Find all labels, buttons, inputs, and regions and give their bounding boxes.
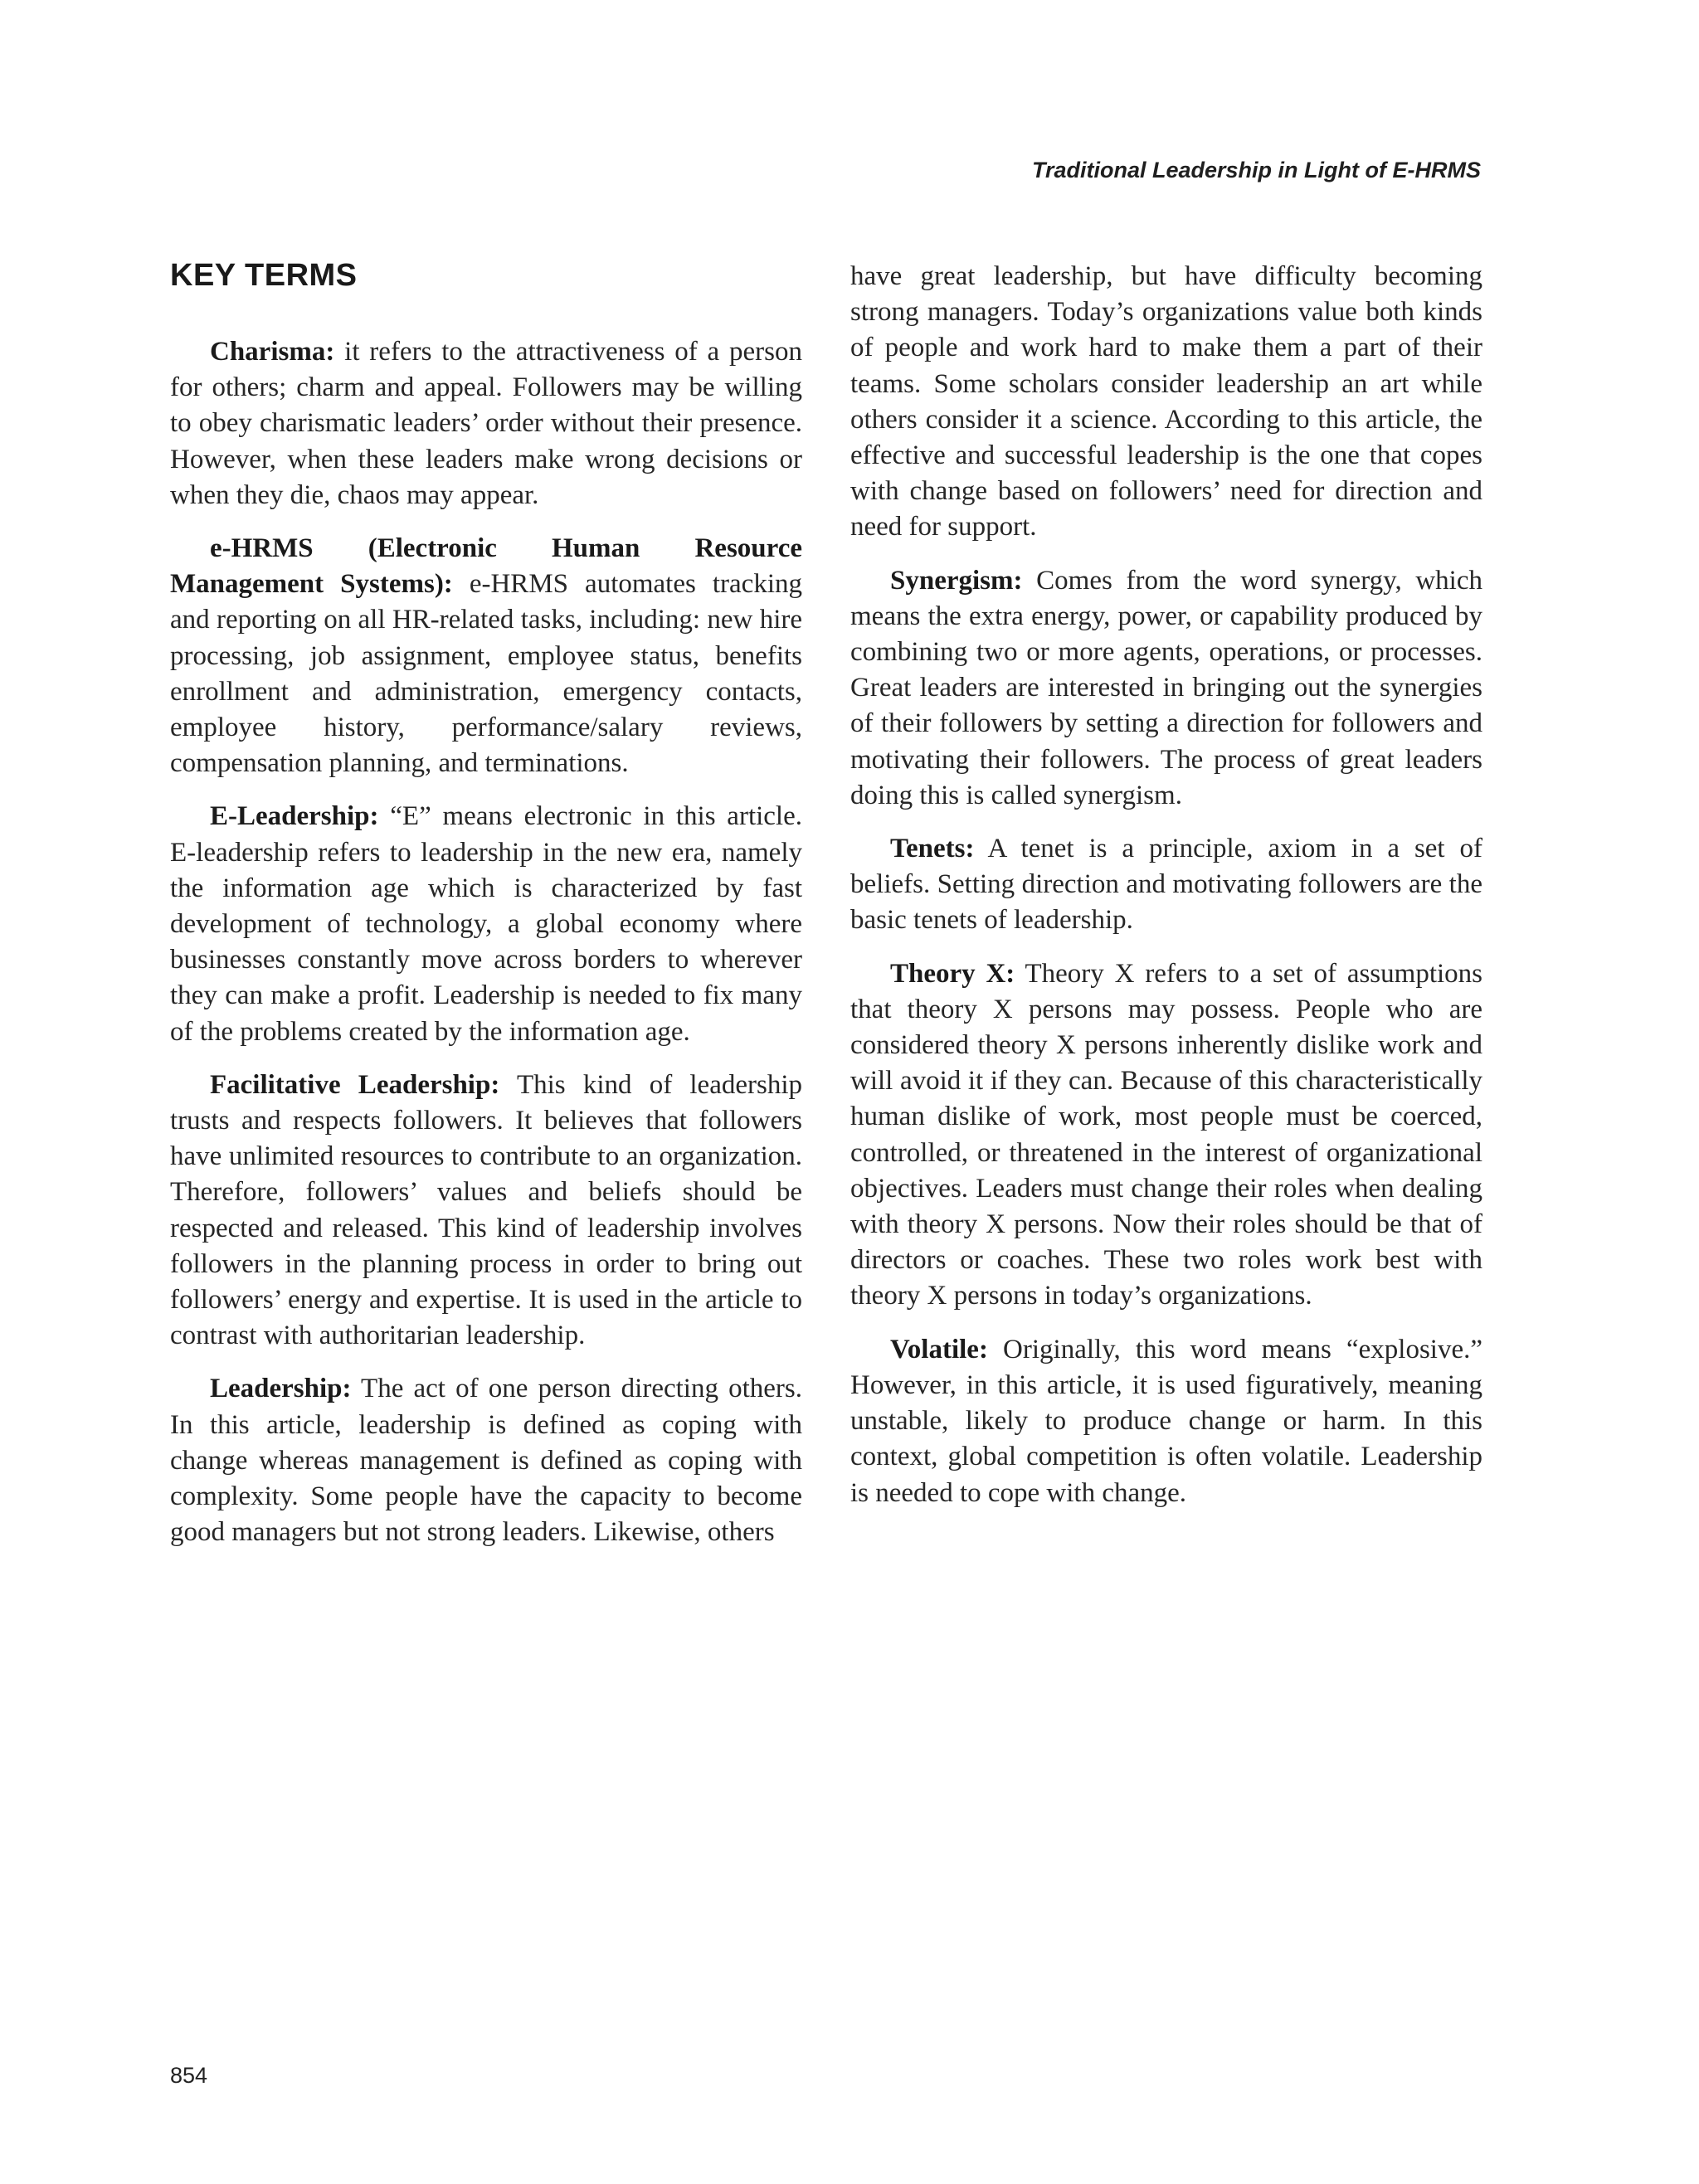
term-definition: e-HRMS automates tracking and reporting on all HR-related tasks, including: new hire processing, job assignment, employee status, benefits enrollment and administration, emergency contacts, employee history, performance/salary reviews, compensation planning, and terminations. (170, 569, 802, 779)
right-column (850, 259, 1482, 1529)
left-column (170, 255, 802, 1569)
term-entry-charisma (170, 334, 802, 513)
term-entry-ehrms (170, 531, 802, 781)
term-entry-synergism (850, 563, 1482, 814)
term-definition: A tenet is a principle, axiom in a set of beliefs. Setting direction and motivating followers are the basic tenets of leadership. (850, 834, 1482, 936)
term-name: Facilitative Leadership: (210, 1069, 500, 1100)
term-name: Theory X: (890, 958, 1015, 989)
term-definition: “E” means electronic in this article. E-leadership refers to leadership in the new era, namely the information age which is characterized by fast development of technology, a global economy where businesses constantly move across borders to wherever they can make a profit. Leadership is needed to fix many of the problems created by the information age. (170, 801, 802, 1047)
term-name: E-Leadership: (210, 801, 379, 832)
term-name: Leadership: (210, 1374, 352, 1404)
term-definition: The act of one person directing others. In this article, leadership is defined as coping with change whereas management is defined as coping with complexity. Some people have the capacity to become good managers but not strong leaders. Likewise, others (170, 1374, 802, 1548)
term-name: Charisma: (210, 337, 335, 367)
term-definition: Comes from the word synergy, which means the extra energy, power, or capability produced by combining two or more agents, operations, or processes. Great leaders are interested in bringing out the synergies of their followers by setting a direction for followers and motivating their followers. The process of great leaders doing this is called synergism. (850, 565, 1482, 810)
section-heading: KEY TERMS (170, 258, 358, 293)
term-entry-tenets (850, 831, 1482, 939)
term-name: Tenets: (890, 834, 975, 864)
term-definition: This kind of leadership trusts and respects followers. It believes that followers have unlimited resources to contribute to an organization. Therefore, followers’ values and beliefs should be respected and released. This kind of leadership involves followers in the planning process in order to bring out followers’ energy and expertise. It is used in the article to contrast with authoritarian leadership. (170, 1069, 802, 1351)
term-definition: have great leadership, but have difficulty becoming strong managers. Today’s organizations value both kinds of people and work hard to make them a part of their teams. Some scholars consider leadership an art while others consider it a science. According to this article, the effective and successful leadership is the one that copes with change based on followers’ need for direction and need for support. (850, 261, 1482, 542)
term-entry-facilitative-leadership (170, 1068, 802, 1355)
running-header: Traditional Leadership in Light of E-HRMS (1031, 158, 1481, 182)
term-entry-e-leadership (170, 799, 802, 1049)
term-entry-leadership (170, 1371, 802, 1550)
term-name: e-HRMS (Electronic Human Resource Management Systems): (170, 533, 802, 600)
term-entry-volatile (850, 1332, 1482, 1511)
term-name: Volatile: (890, 1334, 988, 1364)
term-definition: it refers to the attractiveness of a person for others; charm and appeal. Followers may be willing to obey charismatic leaders’ order without their presence. However, when these leaders make wrong decisions or when they die, chaos may appear. (170, 337, 802, 510)
term-name: Synergism: (890, 565, 1023, 596)
term-definition: Theory X refers to a set of assumptions that theory X persons may possess. People who are considered theory X persons inherently dislike work and will avoid it if they can. Because of this characteristically human dislike of work, most people must be coerced, controlled, or threatened in the interest of organizational objectives. Leaders must change their roles when dealing with theory X persons. Now their roles should be that of directors or coaches. These two roles work best with theory X persons in today’s organizations. (850, 958, 1483, 1311)
term-entry-theory-x (850, 956, 1482, 1315)
term-entry-leadership-continued (850, 259, 1482, 546)
term-definition: Originally, this word means “explosive.” However, in this article, it is used figuratively, meaning unstable, likely to produce change or harm. In this context, global competition is often volatile. Leadership is needed to cope with change. (850, 1334, 1482, 1508)
page-number: 854 (170, 2063, 208, 2088)
